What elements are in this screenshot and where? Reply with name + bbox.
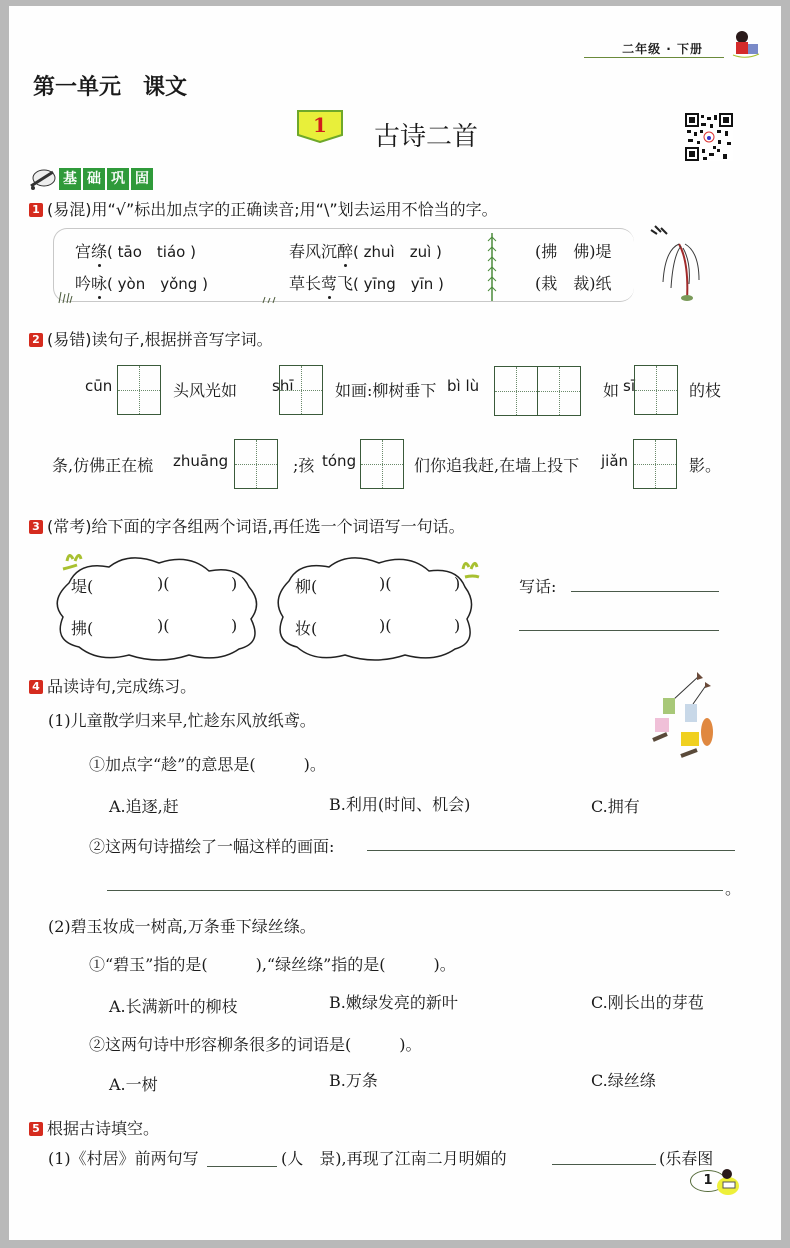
pinyin-zhuang: zhuāng: [173, 452, 229, 470]
section-tag-char: 基: [59, 168, 81, 190]
option-a[interactable]: A.长满新叶的柳枝: [109, 997, 238, 1016]
sentence-text: ;孩: [293, 456, 315, 475]
paren-end[interactable]: ): [454, 616, 461, 635]
answer-line[interactable]: [571, 591, 719, 592]
unit-title: 第一单元 课文: [33, 75, 188, 100]
sentence-text: 的枝: [689, 381, 722, 400]
word-prompt: 堤(: [71, 577, 94, 596]
header-divider: [584, 57, 724, 58]
pinyin-options[interactable]: ( tāo tiáo ): [107, 243, 196, 261]
sub-question[interactable]: ②这两句诗中形容柳条很多的词语是( )。: [89, 1035, 422, 1054]
question-number: 5: [29, 1122, 43, 1136]
grass-icon: [261, 296, 277, 304]
question-text: 根据古诗填空。: [47, 1119, 160, 1138]
question-number: 1: [29, 203, 43, 217]
character-grid-box[interactable]: [279, 365, 323, 415]
answer-line[interactable]: [552, 1164, 656, 1165]
q1-item: [289, 271, 444, 294]
end-mark: 。: [725, 879, 742, 898]
willow-tree-icon: [649, 222, 707, 302]
page-number: 1: [690, 1170, 726, 1192]
mascot-icon: [27, 166, 59, 192]
pinyin-si: sī: [623, 377, 635, 395]
question-5-prompt: [29, 1116, 159, 1139]
answer-line[interactable]: [207, 1166, 277, 1167]
pinyin-tong: tóng: [322, 452, 357, 470]
workbook-page: [9, 6, 781, 1240]
word: 春风沉醉: [289, 242, 354, 261]
character-grid-box[interactable]: [537, 366, 581, 416]
poem-line-1: (1)儿童散学归来早,忙趁东风放纸鸢。: [48, 711, 316, 730]
question-text: (易混)用“√”标出加点字的正确读音;用“\”划去运用不恰当的字。: [47, 200, 498, 219]
option-c[interactable]: C.绿丝绦: [591, 1071, 656, 1090]
sentence-text: 们你追我赶,在墙上投下: [414, 456, 580, 475]
vine-divider-icon: [487, 231, 497, 303]
pinyin-jian: jiǎn: [601, 452, 629, 470]
paren-end[interactable]: ): [454, 574, 461, 593]
character-grid-box[interactable]: [494, 366, 538, 416]
answer-line[interactable]: [519, 630, 719, 631]
lesson-title: 古诗二首: [374, 122, 479, 152]
word: 宫绦: [75, 242, 108, 261]
option-a[interactable]: A.追逐,赶: [109, 797, 179, 816]
word: 草长莺飞: [289, 274, 354, 293]
sentence-text: 如画:柳树垂下: [335, 381, 437, 400]
question-3-prompt: [29, 514, 465, 537]
fill-line-text: (人 景),再现了江南二月明媚的: [281, 1149, 507, 1168]
paren-separator[interactable]: )(: [157, 616, 170, 635]
answer-line[interactable]: [107, 890, 723, 891]
option-b[interactable]: B.万条: [329, 1071, 378, 1090]
question-number: 2: [29, 333, 43, 347]
question-4-prompt: [29, 674, 196, 697]
pinyin-cun: cūn: [85, 377, 113, 395]
section-tag-basic-consolidation: [59, 168, 153, 190]
section-tag-char: 础: [83, 168, 105, 190]
question-number: 3: [29, 520, 43, 534]
sentence-text: 条,仿佛正在梳: [52, 456, 154, 475]
character-grid-box[interactable]: [360, 439, 404, 489]
paren-separator[interactable]: )(: [379, 616, 392, 635]
sentence-text: 影。: [689, 456, 722, 475]
character-grid-box[interactable]: [633, 439, 677, 489]
pinyin-options[interactable]: ( yīng yīn ): [353, 275, 444, 293]
sub-question[interactable]: ①加点字“趁”的意思是( )。: [89, 755, 326, 774]
question-number: 4: [29, 680, 43, 694]
character-grid-box[interactable]: [634, 365, 678, 415]
paren-end[interactable]: ): [231, 616, 238, 635]
q1-item: [75, 271, 208, 294]
paren-end[interactable]: ): [231, 574, 238, 593]
q1-item: [289, 239, 442, 262]
sentence-text: 头风光如: [173, 381, 238, 400]
section-tag-char: 固: [131, 168, 153, 190]
character-grid-box[interactable]: [234, 439, 278, 489]
pinyin-bilu: bì lù: [447, 377, 480, 395]
question-1-prompt: [29, 197, 498, 220]
option-b[interactable]: B.嫩绿发亮的新叶: [329, 993, 458, 1012]
children-flying-kites-icon: [645, 670, 725, 774]
q1-item[interactable]: (栽 裁)纸: [535, 274, 612, 293]
lesson-number: 1: [313, 113, 327, 137]
word: 吟咏: [75, 274, 108, 293]
question-2-prompt: [29, 327, 273, 350]
cloud-shape-left: [49, 551, 269, 663]
write-sentence-label: 写话:: [519, 577, 557, 596]
pinyin-options[interactable]: ( zhuì zuì ): [353, 243, 442, 261]
fill-line-text: (1)《村居》前两句写: [48, 1149, 199, 1168]
q1-item: [75, 239, 196, 262]
fill-line-text: (乐春图: [659, 1149, 714, 1168]
cloud-shape-right: [271, 551, 481, 663]
option-b[interactable]: B.利用(时间、机会): [329, 795, 471, 814]
q1-item[interactable]: (拂 佛)堤: [535, 242, 612, 261]
paren-separator[interactable]: )(: [157, 574, 170, 593]
answer-line[interactable]: [367, 850, 735, 851]
grass-icon: [57, 290, 73, 304]
question-text: (易错)读句子,根据拼音写字词。: [47, 330, 273, 349]
word-prompt: 柳(: [295, 577, 318, 596]
sentence-text: 如: [603, 381, 620, 400]
question-text: (常考)给下面的字各组两个词语,再任选一个词语写一句话。: [47, 517, 465, 536]
pinyin-shi: shī: [272, 377, 294, 395]
girl-mascot-icon: [731, 28, 761, 58]
sub-question: ②这两句诗描绘了一幅这样的画面:: [89, 837, 335, 856]
lesson-number-badge: [296, 109, 344, 143]
section-tag-char: 巩: [107, 168, 129, 190]
sub-question[interactable]: ①“碧玉”指的是( ),“绿丝绦”指的是( )。: [89, 955, 456, 974]
word-prompt: 拂(: [71, 619, 94, 638]
word-prompt: 妆(: [295, 619, 318, 638]
reading-child-icon: [715, 1166, 741, 1196]
grade-label: 二年级 · 下册: [622, 42, 703, 56]
option-c[interactable]: C.拥有: [591, 797, 640, 816]
question-text: 品读诗句,完成练习。: [47, 677, 197, 696]
qr-code-icon[interactable]: [685, 113, 733, 161]
poem-line-2: (2)碧玉妆成一树高,万条垂下绿丝绦。: [48, 917, 316, 936]
pinyin-options[interactable]: ( yòn yǒng ): [107, 275, 208, 293]
option-a[interactable]: A.一树: [109, 1075, 158, 1094]
paren-separator[interactable]: )(: [379, 574, 392, 593]
option-c[interactable]: C.刚长出的芽苞: [591, 993, 704, 1012]
character-grid-box[interactable]: [117, 365, 161, 415]
